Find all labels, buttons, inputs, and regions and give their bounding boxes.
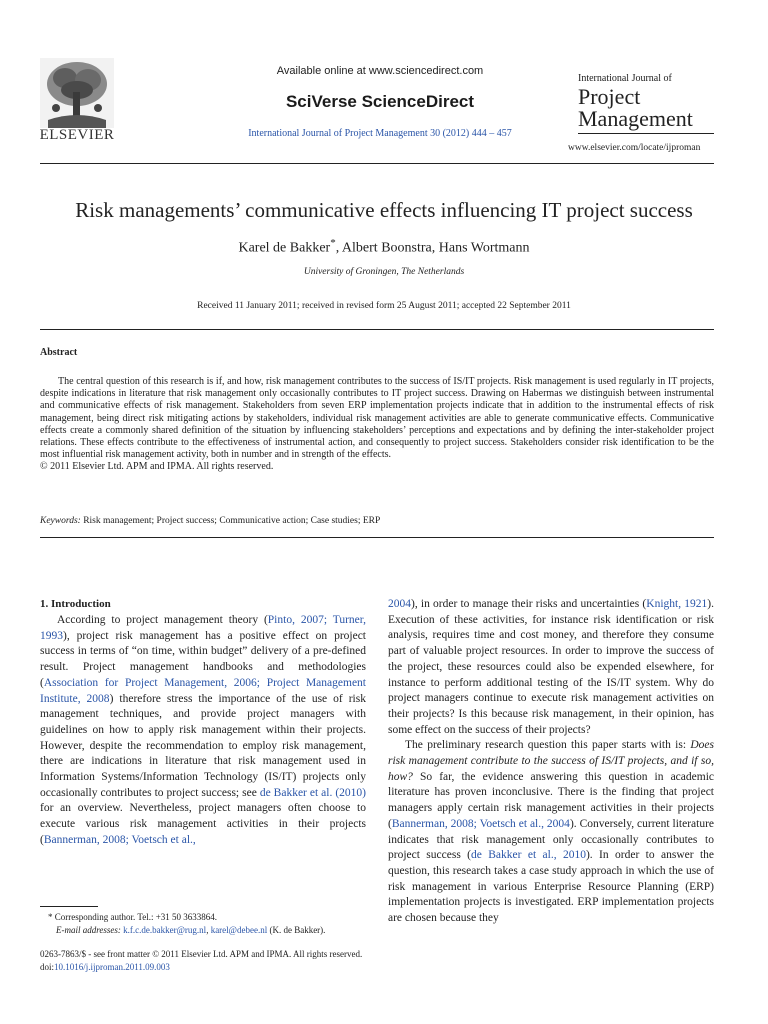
citation-link[interactable]: Pinto, 2007; Turner, 1993: [40, 614, 366, 642]
co-author-names: , Albert Boonstra, Hans Wortmann: [335, 240, 530, 256]
abstract-copyright: © 2011 Elsevier Ltd. APM and IPMA. All rights reserved.: [40, 461, 274, 473]
email-separator: ,: [206, 925, 211, 935]
text-run: So far, the evidence answering this question in academic literature has proven inconclusive. There is the finding that project managers apply certain risk management activities in their projects (: [388, 770, 714, 830]
research-question: Does risk management contribute to the success of IS/IT projects, and if so, how?: [388, 739, 714, 783]
publisher-name: ELSEVIER: [39, 127, 115, 143]
author-list: [0, 237, 768, 257]
doi-link[interactable]: 10.1016/j.ijproman.2011.09.003: [54, 962, 170, 972]
corresponding-author-mark[interactable]: *: [330, 237, 336, 249]
text-run: ). Execution of these activities, for instance risk identification or risk analysis, requires time and cost money, and therefore they consume part of valuable project resources. In order to improve the success of the project, these resources could also be expended elsewhere, for instance to perform additional testing of the IS/IT system. Why do project managers continue to execute risk management activities on their projects? Is this because risk management, in their opinion, has some effect on the success of their projects?: [388, 598, 714, 736]
available-online-text: Available online at www.sciencedirect.com: [276, 65, 484, 77]
email-label: E-mail addresses:: [56, 925, 121, 935]
citation-link[interactable]: de Bakker et al., 2010: [471, 849, 586, 862]
footnote-rule: [40, 906, 98, 907]
elsevier-tree-logo: [40, 58, 114, 128]
journal-name-line-1: Project: [578, 84, 641, 109]
citation-link[interactable]: Bannerman, 2008; Voetsch et al.,: [43, 833, 196, 846]
footnote: [40, 911, 380, 937]
corresponding-author-note: * Corresponding author. Tel.: +31 50 3633864.: [48, 912, 218, 922]
journal-citation-link[interactable]: International Journal of Project Management 30 (2012) 444 – 457: [248, 128, 512, 139]
author-name: Karel de Bakker: [238, 240, 331, 256]
abstract-heading: Abstract: [40, 347, 78, 358]
abstract-body: [40, 376, 714, 474]
text-run: for an overview. Nevertheless, project managers often choose to execute various risk management activities in their projects (: [40, 802, 366, 846]
abstract-top-rule: [40, 329, 714, 330]
email-addresses: [40, 924, 380, 937]
citation-link[interactable]: Association for Project Management, 2006; Project Management Institute, 2008: [40, 676, 366, 705]
right-column: [388, 597, 714, 927]
intro-paragraph-1: [40, 613, 366, 849]
masthead-rule: [40, 163, 714, 164]
text-run: ) therefore stress the importance of the use of risk management techniques, and provide project managers with guidelines on how to apply risk management within their projects. However, despite the recommendation to employ risk management, there are indications in literature that risk management used in Information Systems/Information Technology (IS/IT) projects only occasionally contributes to project success; see: [40, 692, 366, 799]
email-link-2[interactable]: karel@debee.nl: [210, 925, 268, 935]
citation-link[interactable]: Bannerman, 2008; Voetsch et al., 2004: [391, 817, 570, 830]
front-matter-info: [40, 948, 362, 974]
sciverse-sciencedirect-logo: SciVerse ScienceDirect: [285, 92, 475, 111]
journal-prefix: International Journal of: [578, 73, 672, 84]
journal-name-line-2: Management: [578, 106, 693, 131]
journal-name: [578, 86, 693, 130]
doi-line: [40, 961, 362, 974]
keywords-list: Risk management; Project success; Communicative action; Case studies; ERP: [80, 516, 381, 526]
text-run: ), project risk management has a positive effect on project success in terms of “on time, within budget” delivery of a pre-defined result. Project management handbooks and methodologies (: [40, 629, 366, 689]
received-dates: Received 11 January 2011; received in revised form 25 August 2011; accepted 22 September 2011: [197, 301, 571, 311]
email-owner: (K. de Bakker).: [267, 925, 326, 935]
journal-logo-divider: [578, 133, 714, 134]
left-column: [40, 613, 366, 849]
citation-link[interactable]: Knight, 1921: [646, 598, 708, 610]
journal-url[interactable]: www.elsevier.com/locate/ijproman: [568, 143, 701, 153]
text-run: ). Conversely, current literature indicates that risk management only occasionally contributes to project success (: [388, 817, 715, 862]
abstract-text: The central question of this research is if, and how, risk management contributes to the success of IS/IT projects. Risk management is used regularly in IT projects, despite indications in literature that risk management only occasionally contributes to IT project success. Drawing on Habermas we distinguish between instrumental and communicative effects of risk management. Stakeholders from seven ERP implementation projects indicate that in addition to the instrumental effects of risk management, being direct risk mitigating actions by stakeholders, individual risk management activities are able to generate communicative effects. Communicative effects create a commonly shared definition of the situation by influencing stakeholders’ perceptions and expectations and by defining the inter-stakeholder project relations. These effects contribute to the effectiveness of instrumental action, and consequently to project success. Stakeholders consider risk identification to be the most influential risk management activity, both in number and in strength of the effects.: [40, 376, 714, 461]
text-run: ), in order to manage their risks and uncertainties (: [411, 598, 647, 610]
text-run: ). In order to answer the question, this research takes a case study approach in which the use of risk management in various Enterprise Resource Planning (ERP) implementation projects is investigated. ERP implementation projects are chosen because they: [388, 849, 714, 925]
keywords: [40, 516, 380, 526]
issn-copyright: 0263-7863/$ - see front matter © 2011 Elsevier Ltd. APM and IPMA. All rights reserved.: [40, 949, 363, 959]
text-run: The preliminary research question this paper starts with is:: [405, 739, 691, 752]
section-heading-introduction: 1. Introduction: [40, 598, 111, 610]
email-link-1[interactable]: k.f.c.de.bakker@rug.nl: [123, 925, 207, 935]
article-title: Risk managements’ communicative effects influencing IT project success: [75, 198, 693, 222]
text-run: According to project management theory (: [57, 614, 268, 626]
abstract-bottom-rule: [40, 537, 714, 538]
author-affiliation: University of Groningen, The Netherlands: [303, 267, 465, 277]
citation-link[interactable]: de Bakker et al. (2010): [259, 786, 366, 799]
doi-label: doi:: [40, 962, 55, 972]
intro-paragraph-1-cont: [388, 597, 714, 738]
citation-link[interactable]: 2004: [388, 598, 411, 610]
keywords-label: Keywords:: [40, 516, 81, 526]
intro-paragraph-2: [388, 738, 714, 926]
